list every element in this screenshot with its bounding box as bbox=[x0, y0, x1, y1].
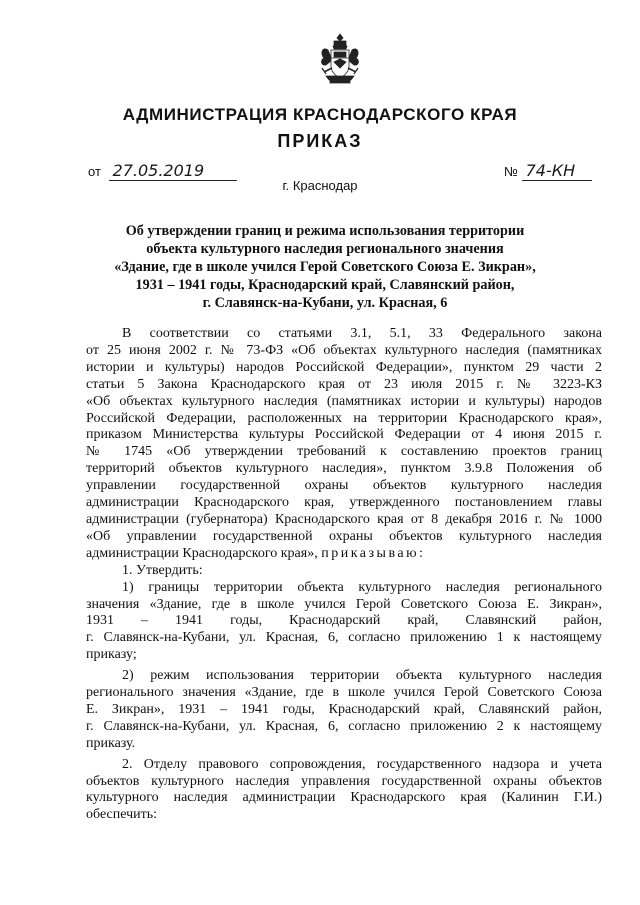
body-line: приказом Министерства культуры Российской Федерации от 4 июня 2015 г. bbox=[86, 427, 602, 443]
document-title bbox=[90, 222, 560, 312]
body-line: статьи 5 Закона Краснодарского края от 23 июля 2015 г. № 3223-КЗ bbox=[86, 376, 602, 392]
body-line: г. Славянск-на-Кубани, ул. Красная, 6, согласно приложению 1 к настоящему bbox=[86, 630, 602, 646]
city-name: г. Краснодар bbox=[282, 178, 358, 193]
body-line: культурного наследия администрации Краснодарского края (Калинин Г.И.) bbox=[86, 790, 602, 806]
body-line: Е. Зикран», 1931 – 1941 годы, Краснодарский край, Славянский район, bbox=[86, 701, 602, 717]
title-line: Об утверждении границ и режима использования территории bbox=[125, 223, 525, 239]
document-body bbox=[86, 326, 602, 824]
body-line: администрации (губернатора) Краснодарского края от 8 декабря 2016 г. № 1000 bbox=[86, 511, 602, 527]
body-line: от 25 июня 2002 г. № 73-ФЗ «Об объектах культурного наследия (памятниках bbox=[86, 342, 602, 358]
order-word: приказываю: bbox=[321, 545, 426, 561]
body-line: истории и культуры) народов Российской Федерации», пунктом 29 части 2 bbox=[86, 359, 602, 375]
body-line: обеспечить: bbox=[86, 807, 157, 823]
body-line: г. Славянск-на-Кубани, ул. Красная, 6, согласно приложению 2 к настоящему bbox=[86, 718, 602, 734]
body-line: значения «Здание, где в школе учился Герой Советского Союза Е. Зикран», bbox=[86, 596, 602, 612]
body-line: «Об объектах культурного наследия (памятниках истории и культуры) народов bbox=[86, 393, 602, 409]
body-line bbox=[86, 546, 602, 563]
item-1-2-paragraph bbox=[86, 668, 602, 753]
organization-name: АДМИНИСТРАЦИЯ КРАСНОДАРСКОГО КРАЯ bbox=[122, 105, 518, 124]
body-line: 1931 – 1941 годы, Краснодарский край, Славянский район, bbox=[86, 613, 602, 629]
body-line: объектов культурного наследия управления государственной охраны объектов bbox=[86, 773, 602, 789]
handwritten-number: 74-КН bbox=[522, 161, 592, 181]
body-line: Российской Федерации, расположенных на территории Краснодарского края», bbox=[86, 410, 602, 426]
body-line: 2) режим использования территории объекта культурного наследия bbox=[122, 668, 602, 684]
body-line: приказу. bbox=[86, 735, 136, 751]
preamble-last-line: администрации Краснодарского края», bbox=[86, 545, 318, 561]
document-type: ПРИКАЗ bbox=[277, 131, 363, 151]
body-line: «Об управлении государственной охраны объектов культурного наследия bbox=[86, 528, 602, 544]
item-1-heading: 1. Утвердить: bbox=[122, 562, 203, 578]
body-line: регионального значения «Здание, где в школе учился Герой Советского Союза bbox=[86, 685, 602, 701]
body-line: территорий объектов культурного наследия», пунктом 3.9.8 Положения об bbox=[86, 461, 602, 477]
body-line: управлении государственной охраны объектов культурного наследия bbox=[86, 478, 602, 494]
handwritten-date: 27.05.2019 bbox=[109, 161, 237, 181]
title-line: 1931 – 1941 годы, Краснодарский край, Славянский район, bbox=[135, 277, 515, 293]
coat-of-arms-icon bbox=[318, 32, 362, 88]
title-line: объекта культурного наследия регионального значения bbox=[146, 241, 504, 257]
preamble-paragraph bbox=[86, 326, 602, 563]
body-line: № 1745 «Об утверждении требований к составлению проектов границ bbox=[86, 444, 602, 460]
item-2-paragraph bbox=[86, 757, 602, 825]
body-line: приказу; bbox=[86, 647, 137, 663]
body-line: В соответствии со статьями 3.1, 5.1, 33 Федерального закона bbox=[122, 326, 602, 341]
item-1-1-paragraph bbox=[86, 580, 602, 665]
body-line: 2. Отделу правового сопровождения, государственного надзора и учета bbox=[122, 756, 602, 772]
date-prefix: от bbox=[88, 164, 101, 179]
title-line: «Здание, где в школе учился Герой Советского Союза Е. Зикран», bbox=[114, 259, 536, 275]
number-prefix: № bbox=[504, 164, 518, 179]
body-line: администрации Краснодарского края, утвержденного постановлением главы bbox=[86, 495, 602, 511]
body-line: 1) границы территории объекта культурного наследия регионального bbox=[122, 579, 602, 595]
title-line: г. Славянск-на-Кубани, ул. Красная, 6 bbox=[202, 295, 448, 311]
